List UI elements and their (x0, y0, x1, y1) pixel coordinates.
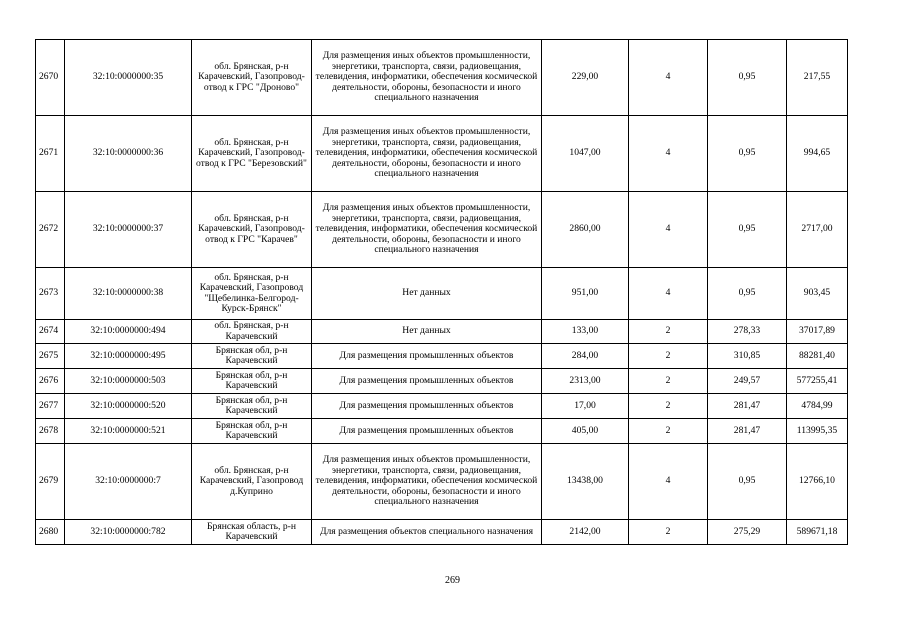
cadastral-value-cell: 12766,10 (787, 444, 848, 520)
table-row (36, 369, 848, 394)
area-cell: 13438,00 (542, 444, 629, 520)
cadastral-value-cell: 994,65 (787, 116, 848, 192)
permitted-use-cell: Для размещения иных объектов промышленности, энергетики, транспорта, связи, радиовещания, телевидения, информатики, обеспечения космической деятельности, обороны, безопасности и иного специального назначения (312, 40, 542, 116)
cadastral-number-cell: 32:10:0000000:503 (65, 369, 192, 394)
cadastral-value-cell: 2717,00 (787, 192, 848, 268)
table-row (36, 268, 848, 320)
cadastral-value-cell: 88281,40 (787, 344, 848, 369)
cadastral-value-cell: 903,45 (787, 268, 848, 320)
area-cell: 951,00 (542, 268, 629, 320)
address-cell: Брянская обл, р-н Карачевский (192, 369, 312, 394)
cadastral-value-cell: 37017,89 (787, 320, 848, 344)
group-cell: 4 (629, 192, 708, 268)
table-row (36, 520, 848, 545)
table-body (36, 40, 848, 545)
row-number-cell: 2670 (36, 40, 65, 116)
cadastral-value-cell: 217,55 (787, 40, 848, 116)
permitted-use-cell: Нет данных (312, 268, 542, 320)
group-cell: 4 (629, 444, 708, 520)
area-cell: 1047,00 (542, 116, 629, 192)
row-number-cell: 2676 (36, 369, 65, 394)
group-cell: 2 (629, 520, 708, 545)
area-cell: 133,00 (542, 320, 629, 344)
permitted-use-cell: Для размещения промышленных объектов (312, 344, 542, 369)
table-row (36, 192, 848, 268)
rate-cell: 275,29 (708, 520, 787, 545)
area-cell: 229,00 (542, 40, 629, 116)
permitted-use-cell: Нет данных (312, 320, 542, 344)
rate-cell: 0,95 (708, 116, 787, 192)
table-row (36, 40, 848, 116)
permitted-use-cell: Для размещения иных объектов промышленности, энергетики, транспорта, связи, радиовещания, телевидения, информатики, обеспечения космической деятельности, обороны, безопасности и иного специального назначения (312, 192, 542, 268)
cadastral-number-cell: 32:10:0000000:494 (65, 320, 192, 344)
permitted-use-cell: Для размещения промышленных объектов (312, 419, 542, 444)
page-number: 269 (445, 575, 460, 586)
row-number-cell: 2677 (36, 394, 65, 419)
permitted-use-cell: Для размещения объектов специального назначения (312, 520, 542, 545)
cadastral-value-cell: 4784,99 (787, 394, 848, 419)
area-cell: 2142,00 (542, 520, 629, 545)
rate-cell: 310,85 (708, 344, 787, 369)
cadastral-number-cell: 32:10:0000000:36 (65, 116, 192, 192)
cadastral-number-cell: 32:10:0000000:37 (65, 192, 192, 268)
row-number-cell: 2673 (36, 268, 65, 320)
group-cell: 2 (629, 344, 708, 369)
row-number-cell: 2679 (36, 444, 65, 520)
area-cell: 405,00 (542, 419, 629, 444)
table-row (36, 444, 848, 520)
table-row (36, 320, 848, 344)
group-cell: 2 (629, 394, 708, 419)
table-row (36, 394, 848, 419)
address-cell: Брянская обл, р-н Карачевский (192, 344, 312, 369)
group-cell: 4 (629, 116, 708, 192)
cadastral-number-cell: 32:10:0000000:38 (65, 268, 192, 320)
row-number-cell: 2671 (36, 116, 65, 192)
rate-cell: 0,95 (708, 444, 787, 520)
rate-cell: 0,95 (708, 40, 787, 116)
address-cell: обл. Брянская, р-н Карачевский, Газопровод-отвод к ГРС "Дроново" (192, 40, 312, 116)
area-cell: 2313,00 (542, 369, 629, 394)
address-cell: обл. Брянская, р-н Карачевский (192, 320, 312, 344)
cadastral-value-cell: 577255,41 (787, 369, 848, 394)
cadastral-number-cell: 32:10:0000000:35 (65, 40, 192, 116)
address-cell: обл. Брянская, р-н Карачевский, Газопровод д.Куприно (192, 444, 312, 520)
area-cell: 2860,00 (542, 192, 629, 268)
rate-cell: 249,57 (708, 369, 787, 394)
permitted-use-cell: Для размещения иных объектов промышленности, энергетики, транспорта, связи, радиовещания, телевидения, информатики, обеспечения космической деятельности, обороны, безопасности и иного специального назначения (312, 116, 542, 192)
address-cell: Брянская обл, р-н Карачевский (192, 394, 312, 419)
row-number-cell: 2678 (36, 419, 65, 444)
row-number-cell: 2675 (36, 344, 65, 369)
area-cell: 17,00 (542, 394, 629, 419)
cadastral-number-cell: 32:10:0000000:521 (65, 419, 192, 444)
land-plots-table (35, 39, 848, 545)
group-cell: 2 (629, 419, 708, 444)
row-number-cell: 2674 (36, 320, 65, 344)
address-cell: Брянская обл, р-н Карачевский (192, 419, 312, 444)
address-cell: обл. Брянская, р-н Карачевский, Газопровод "Щебелинка-Белгород-Курск-Брянск" (192, 268, 312, 320)
cadastral-number-cell: 32:10:0000000:495 (65, 344, 192, 369)
rate-cell: 281,47 (708, 394, 787, 419)
address-cell: обл. Брянская, р-н Карачевский, Газопровод-отвод к ГРС "Карачев" (192, 192, 312, 268)
rate-cell: 281,47 (708, 419, 787, 444)
cadastral-number-cell: 32:10:0000000:7 (65, 444, 192, 520)
cadastral-value-cell: 113995,35 (787, 419, 848, 444)
cadastral-number-cell: 32:10:0000000:520 (65, 394, 192, 419)
row-number-cell: 2672 (36, 192, 65, 268)
permitted-use-cell: Для размещения промышленных объектов (312, 369, 542, 394)
permitted-use-cell: Для размещения промышленных объектов (312, 394, 542, 419)
cadastral-number-cell: 32:10:0000000:782 (65, 520, 192, 545)
row-number-cell: 2680 (36, 520, 65, 545)
group-cell: 4 (629, 268, 708, 320)
group-cell: 2 (629, 320, 708, 344)
table-row (36, 116, 848, 192)
group-cell: 2 (629, 369, 708, 394)
area-cell: 284,00 (542, 344, 629, 369)
rate-cell: 0,95 (708, 268, 787, 320)
permitted-use-cell: Для размещения иных объектов промышленности, энергетики, транспорта, связи, радиовещания, телевидения, информатики, обеспечения космической деятельности, обороны, безопасности и иного специального назначения (312, 444, 542, 520)
table-row (36, 344, 848, 369)
cadastral-value-cell: 589671,18 (787, 520, 848, 545)
group-cell: 4 (629, 40, 708, 116)
address-cell: Брянская область, р-н Карачевский (192, 520, 312, 545)
rate-cell: 278,33 (708, 320, 787, 344)
rate-cell: 0,95 (708, 192, 787, 268)
table-row (36, 419, 848, 444)
address-cell: обл. Брянская, р-н Карачевский, Газопровод-отвод к ГРС "Березовский" (192, 116, 312, 192)
